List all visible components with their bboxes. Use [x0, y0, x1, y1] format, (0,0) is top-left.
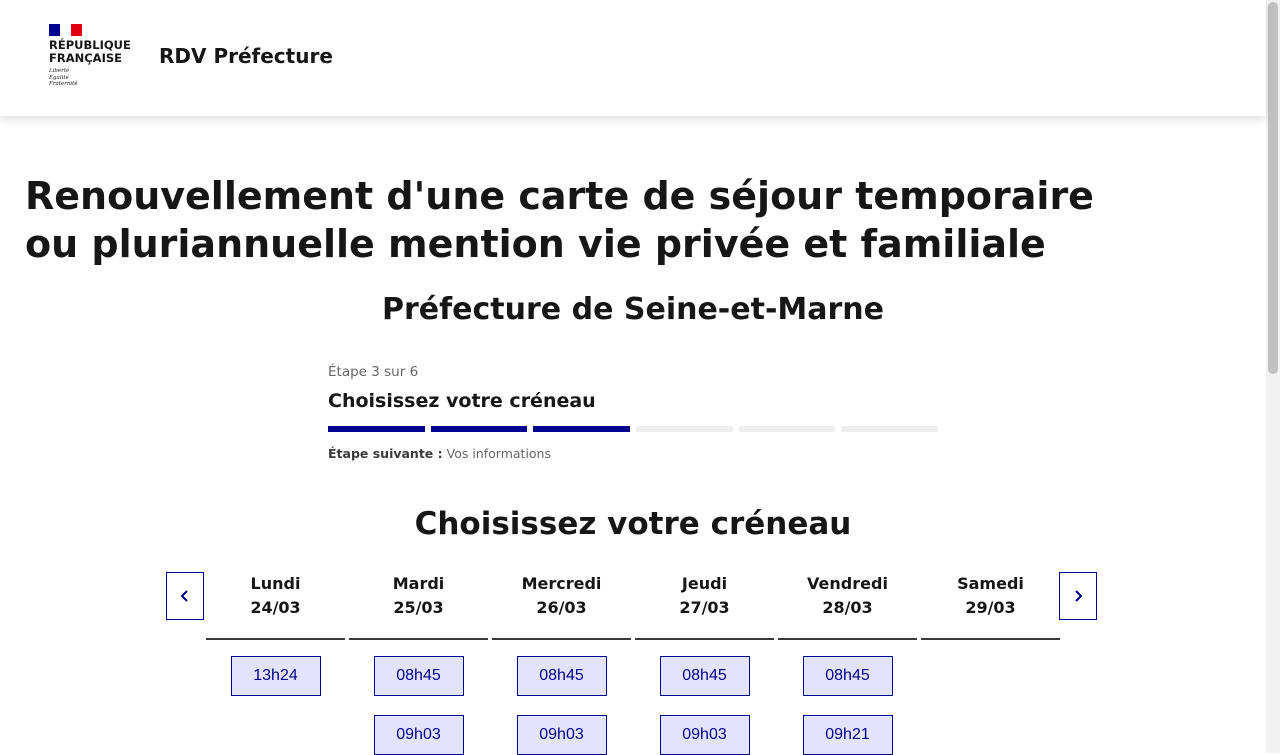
- step-title: Choisissez votre créneau: [328, 390, 596, 412]
- motto-fraternite: Fraternité: [49, 81, 78, 87]
- day-date: 24/03: [250, 598, 301, 617]
- time-slot-button[interactable]: 08h45: [660, 656, 750, 696]
- time-slot-button[interactable]: 09h03: [660, 715, 750, 755]
- prefecture-title: Préfecture de Seine-et-Marne: [382, 292, 884, 327]
- step-progress-bars: [328, 426, 938, 432]
- day-name: Lundi: [250, 574, 301, 593]
- step-bar: [739, 426, 836, 432]
- day-name: Mardi: [392, 574, 445, 593]
- day-column: [349, 572, 488, 755]
- motto-liberte: Liberté: [49, 68, 70, 74]
- time-slot-button[interactable]: 13h24: [231, 656, 321, 696]
- day-date: 26/03: [536, 598, 587, 617]
- page-scrollbar[interactable]: [1266, 0, 1280, 753]
- service-name[interactable]: RDV Préfecture: [159, 44, 333, 68]
- day-column: [492, 572, 631, 755]
- step-next-value: Vos informations: [446, 446, 551, 461]
- step-bar: [431, 426, 528, 432]
- step-bar: [841, 426, 938, 432]
- days-grid: [206, 572, 1060, 755]
- motto: [49, 68, 139, 88]
- site-header: [0, 0, 1266, 116]
- motto-egalite: Égalité: [49, 74, 69, 81]
- logo-text: [49, 39, 139, 65]
- day-header: [635, 572, 774, 640]
- day-column: [778, 572, 917, 755]
- day-date: 25/03: [393, 598, 444, 617]
- day-header: [349, 572, 488, 640]
- step-bar: [533, 426, 630, 432]
- day-header: [492, 572, 631, 640]
- slots-title: Choisissez votre créneau: [414, 506, 852, 542]
- day-date: 28/03: [822, 598, 873, 617]
- step-bar: [636, 426, 733, 432]
- step-count: Étape 3 sur 6: [328, 364, 419, 380]
- day-name: Jeudi: [681, 574, 728, 593]
- day-name: Vendredi: [807, 574, 888, 593]
- chevron-left-icon: [178, 589, 192, 603]
- time-slot-button[interactable]: 08h45: [803, 656, 893, 696]
- day-header: [778, 572, 917, 640]
- day-name: Mercredi: [521, 574, 602, 593]
- step-bar: [328, 426, 425, 432]
- next-week-button[interactable]: [1059, 572, 1097, 620]
- scrollbar-thumb[interactable]: [1268, 2, 1278, 374]
- time-slot-button[interactable]: 09h21: [803, 715, 893, 755]
- stepper: [328, 364, 938, 461]
- french-flag-icon: [49, 24, 82, 36]
- day-column: [635, 572, 774, 755]
- logo-line-2: FRANÇAISE: [49, 51, 122, 65]
- step-next: [328, 446, 938, 461]
- republique-francaise-logo[interactable]: [49, 24, 139, 88]
- time-slot-button[interactable]: 08h45: [517, 656, 607, 696]
- day-name: Samedi: [957, 574, 1024, 593]
- page-title: Renouvellement d'une carte de séjour temporaire ou pluriannuelle mention vie privée et familiale: [25, 174, 1094, 266]
- time-slot-button[interactable]: 09h03: [517, 715, 607, 755]
- day-column: [921, 572, 1060, 755]
- day-header: [921, 572, 1060, 640]
- day-date: 27/03: [679, 598, 730, 617]
- day-column: [206, 572, 345, 755]
- logo-line-1: RÉPUBLIQUE: [49, 38, 131, 52]
- day-header: [206, 572, 345, 640]
- previous-week-button[interactable]: [166, 572, 204, 620]
- day-date: 29/03: [965, 598, 1016, 617]
- chevron-right-icon: [1071, 589, 1085, 603]
- time-slot-button[interactable]: 09h03: [374, 715, 464, 755]
- time-slot-button[interactable]: 08h45: [374, 656, 464, 696]
- step-next-label: Étape suivante :: [328, 446, 443, 461]
